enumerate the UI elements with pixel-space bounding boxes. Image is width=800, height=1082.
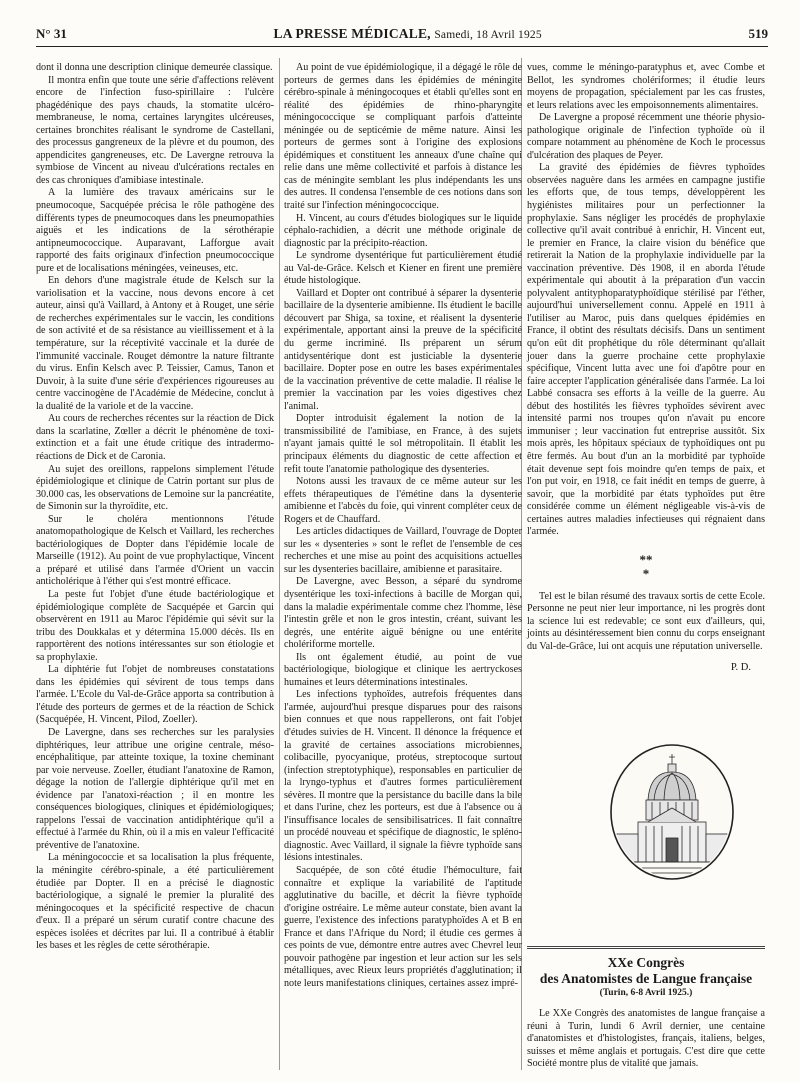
congress-announcement [527,946,765,1071]
page-header [36,26,768,44]
header-rule [36,46,768,47]
paragraph: La gravité des épidémies de fièvres typhoïdes observées naguère dans les armées en campagne justifie les efforts que, de tous temps, développèrent les hygiénistes militaires pour un perfectionner la prophylaxie. Sans négliger les procédés de prophylaxie collective qu'il avait contribué à enrichir, H. Vincent eut, le premier en France, la claire vision du bénéfice que retirerait la Nation de la prophylaxie individuelle par la vaccination préventive. Dès 1908, il en aborda l'étude expérimentale qui aboutit à la préparation d'un vaccin polyvalent antityphoparatyphoïdique stérilisé par l'éther, aujourd'hui universellement connu. Appelé en 1911 à l'utiliser au Maroc, puis dans quelques épidémies en France, il obtint des résultats décisifs. Dans un sentiment qu'on eût dit prophétique du rôle déterminant qu'allait jouer dans la guerre prochaine cette prophylaxie spécifique, Vincent lutta avec une foi d'apôtre pour en faire accepter l'application généralisée dans l'armée. La loi Labbé consacra ses efforts à la veille de la guerre. Au début des hostilités les fièvres typhoïdes sévirent avec intensité parmi nos troupes qu'on n'avait pu encore immuniser ; leur vaccination fut entreprise aussitôt. Six mois après, les hôpitaux spéciaux de typhoïdiques ont pu être fermés. Au bout d'un an la morbidité par typhoïde était devenue sept fois moindre qu'en temps de paix, et l'on put voir, en 1918, ce fait inédit en temps de guerre, à savoir, que la morbidité par états typhoïdes put être considérée comme un élément négligeable vis-à-vis de certaines autres maladies infectieuses qui régnaient dans l'armée. [527,162,765,538]
paragraph: A la lumière des travaux américains sur le pneumocoque, Sacquépée précisa le rôle pathogène des différents types de pneumocoques dans les pneumopathies aiguës et les indications de la sérothérapie antipneumococcique. Auparavant, Lafforgue avait rapporté des faits originaux d'infection pneumococcique pure et de localisations méningées, veineuses, etc. [36,187,274,274]
paragraph: Au sujet des oreillons, rappelons simplement l'étude épidémiologique et clinique de Catrin portant sur plus de 30.000 cas, les observations de Lemoine sur la pancréatite, de Simonin sur la thyroïdite, etc. [36,463,274,513]
congress-title-line2: des Anatomistes de Langue française [539,971,753,986]
paragraph: Au point de vue épidémiologique, il a dégagé le rôle de porteurs de germes dans les épidémies de méningite cérébro-spinale à méningocoques et établi qu'elles sont en réalité des épidémies de rhino-pharyngite méningococcique se compliquant parfois d'atteinte méningée ou de septicémie de même nature. Ainsi les porteurs de germes sont à l'origine des explosions épidémiques et constituent les anneaux d'une chaîne qui relie dans une même collectivité et parfois à distance les cas de méningite semblant les plus indépendants les uns des autres. Il condensa l'ensemble de ces notions dans son traité sur l'infection méningococcique. [284,62,522,212]
paragraph: Il montra enfin que toute une série d'affections relèvent encore de l'infection fuso-spirillaire : l'ulcère phagédénique des pays chauds, la stomatite ulcéro-membraneuse, le noma, certaines laryngites ulcéreuses, certaines bronchites réalisant le syndrome de Castellani, des processus gangreneux de la plèvre et du poumon, des appendicites gangreneuses, etc. De Lavergne retrouva la symbiose de Vincent au niveau d'ulcérations rectales en des cas chroniques d'amibiase intestinale. [36,74,274,186]
paragraph: Dopter introduisit également la notion de la transmissibilité de l'amibiase, en France, à des sujets n'ayant jamais quitté le sol métropolitain. Il établit les principaux éléments du diagnostic de cette affection et refit toute l'anatomie pathologique des dysenteries. [284,413,522,475]
paragraph: La peste fut l'objet d'une étude bactériologique et épidémiologique complète de Sacquépée et Garcin qui observèrent en 1911 au Maroc l'épidémie qui sévit sur la tribu des Doukkalas et y déterminа 15.000 décès. Ils en rapportèrent des notions intéressantes sur son étiologie et sa prophylaxie. [36,588,274,663]
column-2 [284,62,522,990]
paragraph: Au cours de recherches récentes sur la réaction de Dick dans la scarlatine, Zœller a décrit le phénomène de toxi-extinction et a fait une étude critique des intradermo-réactions de Dick et de Caronia. [36,413,274,462]
section-rule [527,946,765,947]
paragraph: Sur le choléra mentionnons l'étude anatomopathologique de Kelsch et Vaillard, les recherches bactériologiques de Dopter dans l'épidémie locale de Marseille (1912). Au point de vue prophylactique, Vincent a préparé et utilisé dans l'armée d'Orient un vaccin anticholérique à l'éther qui s'est montré efficace. [36,513,274,588]
congress-body: Le XXe Congrès des anatomistes de langue française a réuni à Turin, lundi 6 Avril dernier, une centaine d'anatomistes et d'histologistes, français, italiens, belges, suisses et même anglais et portugais. C'est dire que cette Société montre plus de vitalité que jamais. [527,1008,765,1070]
author-signature: P. D. [730,661,751,673]
paragraph: Vaillard et Dopter ont contribué à séparer la dysenterie bacillaire de la dysenterie amibienne. Ils étudient le bacille découvert par Shiga, sa toxine, et réalisent la dysenterie expérimentale, apportant ainsi la preuve de la spécificité du germe incriminé. Ils préparent un sérum antidysentérique dont est justiciable la dysenterie bacillaire. Dopter pose en outre les bases expérimentales de la vaccination préventive de cette maladie. Il réalise le premier la vaccination par les voies digestives chez l'animal. [284,287,522,412]
paragraph: Sacquépée, de son côté étudie l'hémoculture, fait connaître et explique la variabilité de l'aptitude agglutinative du bacille, et décrit la fièvre typhoïde d'origine ostréaire. Le même auteur constate, bien avant la guerre, l'existence des infections paratyphoïdes A et B en France et dans l'Afrique du Nord; il étudie ces germes à ces points de vue, démontre entre autres avec Chevrel leur pouvoir pathogène par ingestion et leur action sur les sels métalliques, avec Rieux leurs propriétés d'agglutination; il note leurs manifestations cliniques, certaines assez impré- [284,865,522,989]
paragraph: La méningococcie et sa localisation la plus fréquente, la méningite cérébro-spinale, a été particulièrement étudiée par Dopter. Il en a précisé le diagnostic bactériologique, a signalé le premier la pluralité des méningocoques et la spécificité respective de chacun d'eux. Il a préparé un sérum curatif contre chacune des espèces isolées et décrites par lui. Il a contribué à établir les bases et les règles de cette sérothérapie. [36,852,274,952]
paragraph: Les articles didactiques de Vaillard, l'ouvrage de Dopter sur les « dysenteries » sont le reflet de l'ensemble de ces recherches et une mise au point des acquisitions actuelles sur les dysenteries bacillaire, amibienne et parasitaire. [284,526,522,575]
page-number: 519 [748,26,768,41]
closing-paragraph: Tel est le bilan résumé des travaux sortis de cette Ecole. Personne ne peut nier leur importance, ni les progrès dont la science lui est redevable; ce sont eux d'ailleurs, qui, joints au désintéressement bien connu du corps enseignant du Val-de-Grâce, lui ont acquis une réputation universelle. [527,590,765,652]
congress-subtitle: (Turin, 6-8 Avril 1925.) [599,988,693,998]
paragraph: De Lavergne a proposé récemment une théorie physio-pathologique originale de l'infection typhoïde où il compare notamment au phénomène de Koch le processus d'ulcération des plaques de Peyer. [527,112,765,161]
congress-title-line1: XXe Congrès [607,955,685,970]
journal-name: LA PRESSE MÉDICALE, [273,26,431,41]
paragraph: dont il donna une description clinique demeurée classique. [36,62,273,73]
paragraph: Le syndrome dysentérique fut particulièrement étudié au Val-de-Grâce. Kelsch et Kiener en firent une première étude histologique. [284,250,522,287]
paragraph: De Lavergne, avec Besson, a séparé du syndrome dysentérique les toxi-infections à bacille de Morgan qui, dans la maladie expérimentale comme chez l'homme, lèse l'intestin grêle et non le gros intestin, créant, suivant les degrés, une entérite aiguë bénigne ou une entérite cholériforme mortelle. [284,576,522,651]
val-de-grace-dome-illustration [608,742,736,882]
paragraph: La diphtérie fut l'objet de nombreuses constatations dans les épidémies qui sévirent de tous temps dans l'armée. L'Ecole du Val-de-Grâce apporta sa contribution à l'étude des porteurs de germes et de la réaction de Schick (Sacquépée, H. Vincent, Pilod, Zoeller). [36,664,274,726]
issue-date: Samedi, 18 Avril 1925 [434,29,542,41]
journal-title-line [274,26,542,42]
column-1 [36,62,274,953]
issue-number: N° 31 [36,26,67,41]
paragraph: vues, comme le méningo-paratyphus et, avec Combe et Bellot, les syndromes cholériformes; il étudie leurs moyens de propagation, spécialement par les cas frustes, et leurs relations avec les empoisonnements alimentaires. [527,62,765,111]
paragraph: Ils ont également étudié, au point de vue bactériologique, biologique et clinique les aertryckoses humaines et leurs déterminations intestinales. [284,651,522,688]
paragraph: De Lavergne, dans ses recherches sur les paralysies diphtériques, leur attribue une origine centrale, méso-encéphalitique, par atteinte toxique, la toxine cheminant par voie nerveuse. Zoeller, étudiant l'anatoxine de Ramon, dégage la notion de l'allergie diphtérique qu'il met en évidence par l'anatoxi-réaction ; il en montre les conséquences biologiques, cliniques et épidémiologiques; rappelons l'essai de vaccination antidiphtérique qu'il a effectué à l'armée du Rhin, où il a mis en valeur l'efficacité préventive de l'anatoxine. [36,726,274,851]
congress-title [527,955,765,971]
section-rule [527,948,765,949]
paragraph: En dehors d'une magistrale étude de Kelsch sur la variolisation et la vaccine, nous devons encore à cet auteur, ainsi qu'à Vaillard, à Antony et à Rouget, une série de recherches expérimentales sur le vaccin, les conditions de son activité et de sa résistance au vieillissement et à la température, sur la réceptivité vaccinale et la durée de l'immunité vaccinale. Rouget démontre la nature filtrante du virus. Enfin Kelsch avec P. Teissier, Camus, Tanon et Duvoir, à la suite d'une série d'expériences rigoureuses au centre vaccinogène de l'Académie de Médecine, conclut à la dualité de la variole et de la vaccine. [36,275,274,412]
column-3 [527,62,765,674]
paragraph: Les infections typhoïdes, autrefois fréquentes dans l'armée, aujourd'hui presque disparues pour des raisons bien connues et que nous rappellerons, ont fait l'objet d'études suivies de H. Vincent. Il dénonce la fréquence et la gravité de certaines associations microbiennes, colibacille, pyocyanique, protéus, streptocoque surtout (infection streptotyphique), responsables en particulier de la lryngo-typhus et d'autres formes particulièrement sévères. Il montre que la persistance du bacille dans la bile et dans l'urine, chez les porteurs, est due à l'absence ou à l'insuffisance locales de sensibilisatrices. Il fait connaître un procédé nouveau et spécifique de diagnostic, le spléno-diagnostic. Avec Vaillard, il signale la fièvre typhoïde sans lésions intestinales. [284,689,522,864]
section-separator-asterisks: ** * [639,551,653,581]
paragraph: Notons aussi les travaux de ce même auteur sur les effets thérapeutiques de l'émétine dans la dysenterie amibienne et l'abcès du foie, qui vinrent compléter ceux de Rogers et de Chauffard. [284,476,522,525]
column-divider-1 [279,58,280,1070]
paragraph: H. Vincent, au cours d'études biologiques sur le liquide céphalo-rachidien, a décrit une méthode originale de diagnostic par la précipito-réaction. [284,212,522,249]
